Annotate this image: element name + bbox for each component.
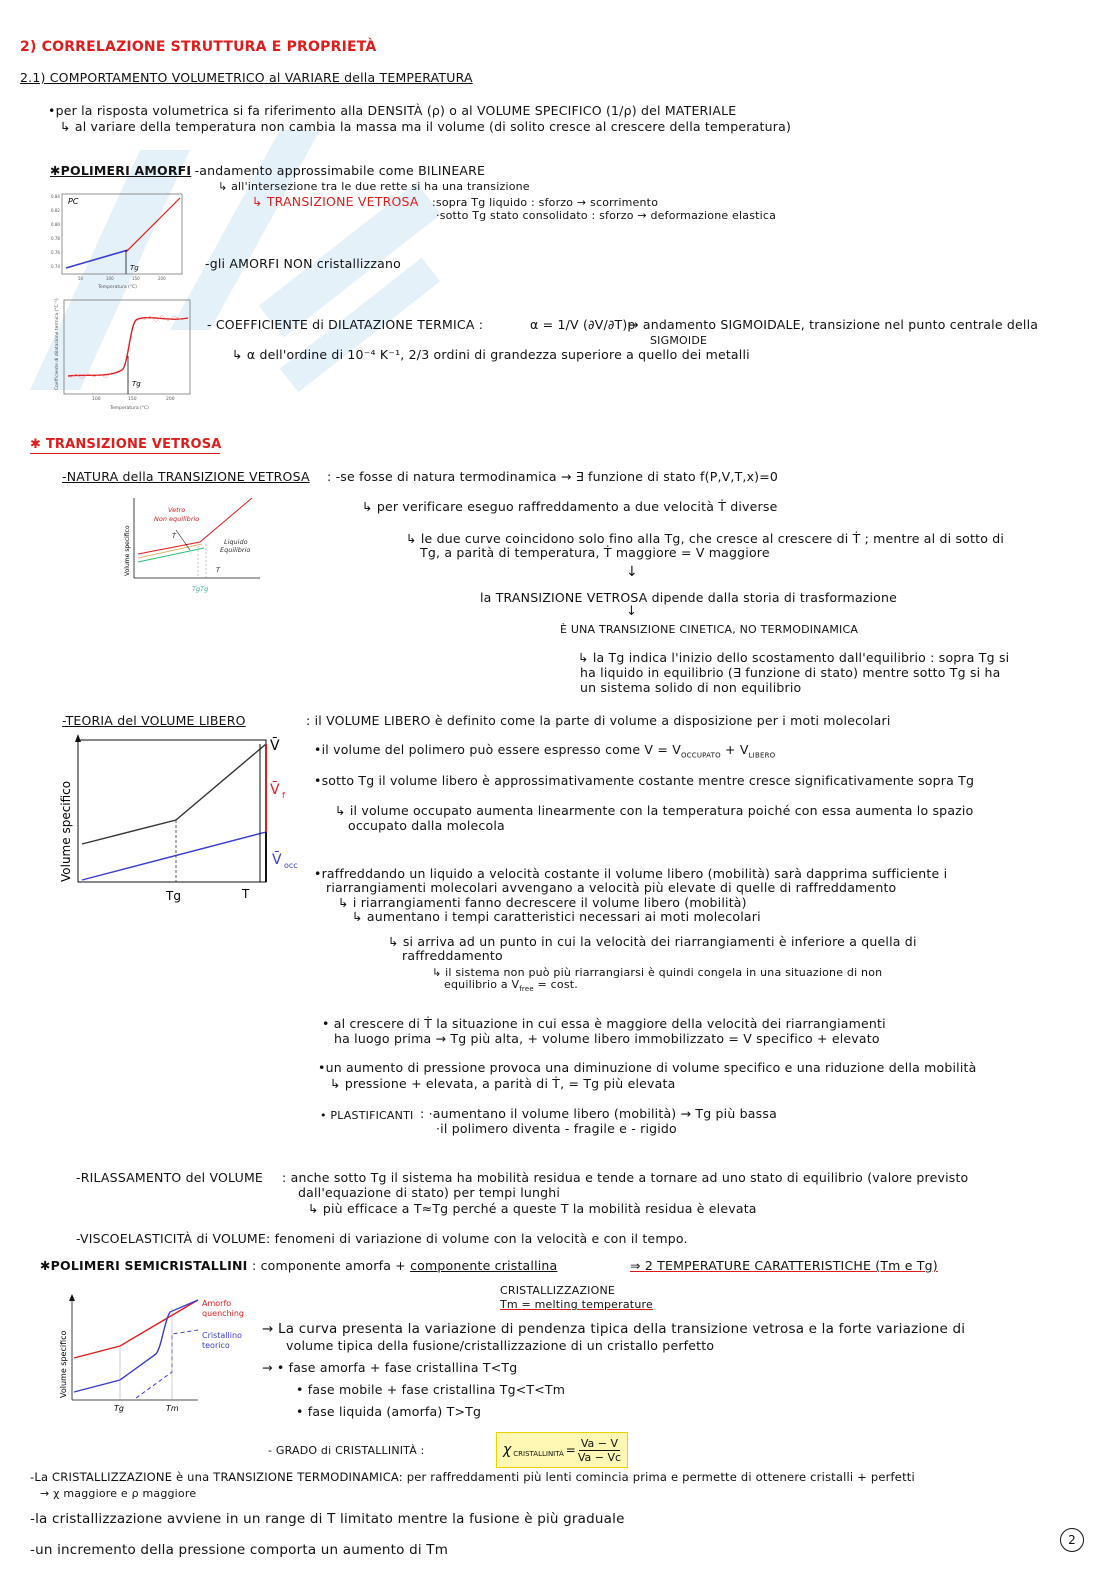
viscoelasticita-line: -VISCOELASTICITÀ di VOLUME: fenomeni di variazione di volume con la velocità e con il tempo. [76,1231,688,1246]
vl-line-5: occupato dalla molecola [348,818,505,833]
final-line-4: -un incremento della pressione comporta un aumento di Tm [30,1542,449,1558]
free-volume-chart [56,732,316,910]
semi-fase-2: • fase mobile + fase cristallina Tg<T<Tm [296,1382,566,1397]
alpha-ylabel: Coefficiente di dilatazione termica (°C⁻¹) [55,298,60,390]
rilassamento-line-1: : anche sotto Tg il sistema ha mobilità residua e tende a tornare ad uno stato di equilibrio (valore previsto [282,1170,969,1185]
pc-ytick: 0.84 [51,194,60,199]
pc-glass-line [66,250,128,268]
semi-2-temperature: ⇒ 2 TEMPERATURE CARATTERISTICHE (Tm e Tg) [630,1258,938,1273]
alpha-sigmoidale: → andamento SIGMOIDALE, transizione nel punto centrale della [628,317,1039,332]
pc-ytick: 0.74 [51,264,60,269]
intro-line-2: ↳ al variare della temperatura non cambia la massa ma il volume (di solito cresce al crescere della temperatura) [60,119,792,134]
natura-line-6: È UNA TRANSIZIONE CINETICA, NO TERMODINAMICA [560,623,859,636]
vl-line-16: •un aumento di pressione provoca una diminuzione di volume specifico e una riduzione della mobilità [318,1060,977,1075]
semi-fase-1: → • fase amorfa + fase cristallina T<Tg [262,1360,518,1375]
natura-title: -NATURA della TRANSIZIONE VETROSA [62,469,310,484]
arrow-down-icon: ↓ [626,604,638,619]
t-label: T [216,566,220,574]
vl-line-1: : il VOLUME LIBERO è definito come la parte di volume a disposizione per i moti molecolari [306,713,891,728]
tm-definition: Tm = melting temperature [500,1298,653,1311]
v-occupato-sub: OCCUPATO [680,751,721,760]
semicrystalline-chart [56,1294,256,1420]
pc-chart-frame [62,194,182,274]
plastificanti-label: • PLASTIFICANTI [320,1109,414,1122]
vetrosa-title: ✱ TRANSIZIONE VETROSA [30,437,222,452]
natura-line-3: ↳ le due curve coincidono solo fino alla Tg, che cresce al crescere di Ṫ ; mentre al di sotto di [406,531,1005,546]
v-libero-sub: LIBERO [748,751,776,760]
formula-denominator: Va − Vc [577,1450,622,1464]
arrow-down-icon: ↓ [626,564,638,580]
vl-line-4: ↳ il volume occupato aumenta linearmente con la temperatura poiché con essa aumenta lo spazio [335,803,974,818]
vetrosa-underline [30,453,220,454]
fv-t-label: T [242,887,250,901]
vl-line-13-text: equilibrio a V [444,978,520,991]
fv-tg-label: Tg [166,889,181,903]
natura-line-7: ↳ la Tg indica l'inizio dello scostamento dall'equilibrio : sopra Tg si [578,650,1010,665]
natura-line-5: la TRANSIZIONE VETROSA dipende dalla storia di trasformazione [480,590,897,605]
rilassamento-title: -RILASSAMENTO del VOLUME [76,1170,264,1185]
tdot-label: Ṫ [172,532,176,540]
pc-liquid-line [126,198,180,252]
vl-plus: + V [720,742,749,757]
alpha-chart-frame [64,300,190,394]
fv-vf-sub: f [282,791,285,800]
amorfi-non-cristallizzano: -gli AMORFI NON cristallizzano [205,256,401,271]
pc-xlabel: Temperatura (°C) [98,285,137,290]
vl-line-2-text: •il volume del polimero può essere espresso come V = V [314,742,681,757]
coeff-dilatazione-title: - COEFFICIENTE di DILATAZIONE TERMICA : [207,317,484,332]
vl-line-10: ↳ si arriva ad un punto in cui la velocità dei riarrangiamenti è inferiore a quella di [388,934,917,949]
natura-line-4: Tg, a parità di temperatura, Ṫ maggiore = V maggiore [420,545,770,560]
semi-fase-3: • fase liquida (amorfa) T>Tg [296,1404,482,1419]
amorfi-title: ✱POLIMERI AMORFI [50,163,192,178]
pc-xtick: 150 [132,276,140,281]
amorfi-line-1: : -andamento approssimabile come BILINEARE [186,163,486,178]
semi-cristallina: componente cristallina [410,1258,558,1273]
occupied-volume-line [82,832,266,880]
alpha-xlabel: Temperatura (°C) [110,406,149,411]
teorico-label: teorico [202,1341,230,1350]
semicristallini-title: ✱POLIMERI SEMICRISTALLINI [40,1258,248,1273]
pc-ytick: 0.80 [51,222,60,227]
alpha-sigmoide: SIGMOIDE [650,334,708,347]
pc-xtick: 200 [158,276,166,281]
v-free-sub: free [519,985,534,994]
grado-cristallinita-label: - GRADO di CRISTALLINITÀ : [268,1444,425,1457]
natura-line-8: ha liquido in equilibrio (∃ funzione di stato) mentre sotto Tg si ha [580,665,1001,680]
vl-line-3: •sotto Tg il volume libero è approssimativamente costante mentre cresce significativamente sopra Tg [314,773,975,788]
pc-ytick: 0.76 [51,250,60,255]
alpha-ordine: ↳ α dell'ordine di 10⁻⁴ K⁻¹, 2/3 ordini di grandezza superiore a quello dei metalli [232,347,750,362]
alpha-xtick: 100 [92,397,101,402]
pc-volume-chart [48,190,188,290]
amorfi-line-2: ↳ all'intersezione tra le due rette si ha una transizione [218,180,530,193]
natura-line-2: ↳ per verificare eseguo raffreddamento a due velocità Ṫ diverse [362,499,778,514]
non-equilibrio-label: Non equilibrio [154,515,200,523]
cooling-ylabel: Volume specifico [124,525,131,576]
equilibrio-label: Equilibrio [220,546,251,554]
total-volume-line [82,744,266,844]
pc-ytick: 0.82 [51,208,60,213]
formula-chi: χ [503,1442,512,1458]
vetro-label: Vetro [168,506,186,514]
fv-vocc-sub: occ [284,861,298,870]
quenching-label: quenching [202,1309,244,1318]
pc-xtick: 100 [106,276,114,281]
tgtg-label: TgTg [192,585,209,593]
vl-line-14: • al crescere di Ṫ la situazione in cui essa è maggiore della velocità dei riarrangiamenti [322,1016,886,1031]
slow-cooling-curve [138,548,204,562]
vl-line-18: : ·aumentano il volume libero (mobilità) → Tg più bassa [420,1106,777,1121]
amorfi-line-sotto: ·sotto Tg stato consolidato : sforzo → deformazione elastica [436,209,777,222]
amorfo-label: Amorfo [202,1299,232,1308]
formula-fraction [578,1437,621,1464]
natura-line-1: : -se fosse di natura termodinamica → ∃ funzione di stato f(P,V,T,x)=0 [327,469,779,484]
semi-ylabel: Volume specifico [59,1330,68,1398]
vl-line-8: ↳ i riarrangiamenti fanno decrescere il volume libero (mobilità) [338,895,747,910]
semicrystalline-curve [74,1300,198,1392]
alpha-tg-label: Tg [132,380,141,388]
final-line-1: -La CRISTALLIZZAZIONE è una TRANSIZIONE TERMODINAMICA: per raffreddamenti più lenti comincia prima e permette di ottenere cristalli + perfetti [30,1470,915,1484]
vl-line-12: ↳ il sistema non può più riarrangiarsi è quindi congela in una situazione di non [432,966,883,979]
section-2-1-title: 2.1) COMPORTAMENTO VOLUMETRICO al VARIARE della TEMPERATURA [20,70,473,85]
rilassamento-line-3: ↳ più efficace a T≈Tg perché a queste T la mobilità residua è elevata [308,1201,757,1216]
final-line-3: -la cristallizzazione avviene in un range di T limitato mentre la fusione è più graduale [30,1511,625,1527]
alpha-sigmoid-chart [48,296,198,414]
vl-line-17: ↳ pressione + elevata, a parità di Ṫ, = Tg più elevata [330,1076,676,1091]
vl-line-11: raffreddamento [402,948,503,963]
crystallinity-formula-box [496,1432,628,1468]
pc-tg-label: Tg [130,264,139,272]
vl-line-13 [444,977,578,997]
semi-line-2: → La curva presenta la variazione di pendenza tipica della transizione vetrosa e la forte variazione di [262,1321,966,1337]
page-number: 2 [1060,1528,1084,1552]
formula-numerator: Va − V [580,1436,618,1450]
pc-ytick: 0.78 [51,236,60,241]
page-heading: 2) CORRELAZIONE STRUTTURA E PROPRIETÀ [20,39,377,55]
semi-amorfa: : componente amorfa + [252,1258,411,1273]
semi-tm-label: Tm [166,1404,179,1413]
vl-cost: = cost. [533,978,578,991]
cristallino-teorico-curve [136,1330,198,1398]
alpha-xtick: 200 [166,397,175,402]
fv-ylabel: Volume specifico [59,780,73,882]
semi-line-1 [252,1258,557,1273]
vl-line-15: ha luogo prima → Tg più alta, + volume libero immobilizzato = V specifico + elevato [334,1031,880,1046]
final-line-2: → χ maggiore e ρ maggiore [40,1487,197,1500]
amorfi-line-sopra: :sopra Tg liquido : sforzo → scorrimento [432,196,659,209]
volume-libero-title: -TEORIA del VOLUME LIBERO [62,713,246,728]
vl-line-19: ·il polimero diventa - fragile e - rigido [436,1121,677,1136]
cristallizzazione-label: CRISTALLIZZAZIONE [500,1284,616,1297]
vl-line-9: ↳ aumentano i tempi caratteristici necessari ai moti molecolari [352,909,761,924]
vl-line-2 [314,742,775,764]
transizione-vetrosa-label: ↳ TRANSIZIONE VETROSA [252,194,419,209]
cooling-rate-chart [120,492,270,600]
pc-chart-label: PC [68,197,79,206]
semi-line-3: volume tipica della fusione/cristallizzazione di un cristallo perfetto [286,1338,715,1353]
alpha-formula: α = 1/V (∂V/∂T)p [530,317,636,332]
fv-vf-label: V̄ [270,782,280,798]
formula-eq: = [565,1443,576,1457]
formula-sub: CRISTALLINITÀ [513,1450,564,1458]
alpha-data-noise [70,315,182,379]
semi-tg-label: Tg [114,1404,124,1413]
rilassamento-line-2: dall'equazione di stato) per tempi lunghi [298,1185,561,1200]
fv-v-label: V̄ [270,738,280,754]
cristallino-label: Cristallino [202,1331,242,1340]
alpha-xtick: 150 [128,397,137,402]
fv-vocc-label: V̄ [272,852,282,868]
vl-line-6: •raffreddando un liquido a velocità costante il volume libero (mobilità) sarà dapprima sufficiente i [314,866,948,881]
intro-line-1: •per la risposta volumetrica si fa riferimento alla DENSITÀ (ρ) o al VOLUME SPECIFICO (1/ρ) del MATERIALE [48,103,737,118]
natura-line-9: un sistema solido di non equilibrio [580,680,802,695]
pc-xtick: 50 [78,276,84,281]
liquido-label: Liquido [224,538,248,546]
vl-line-7: riarrangiamenti molecolari avvengano a velocità più elevate di quelle di raffreddamento [326,880,897,895]
